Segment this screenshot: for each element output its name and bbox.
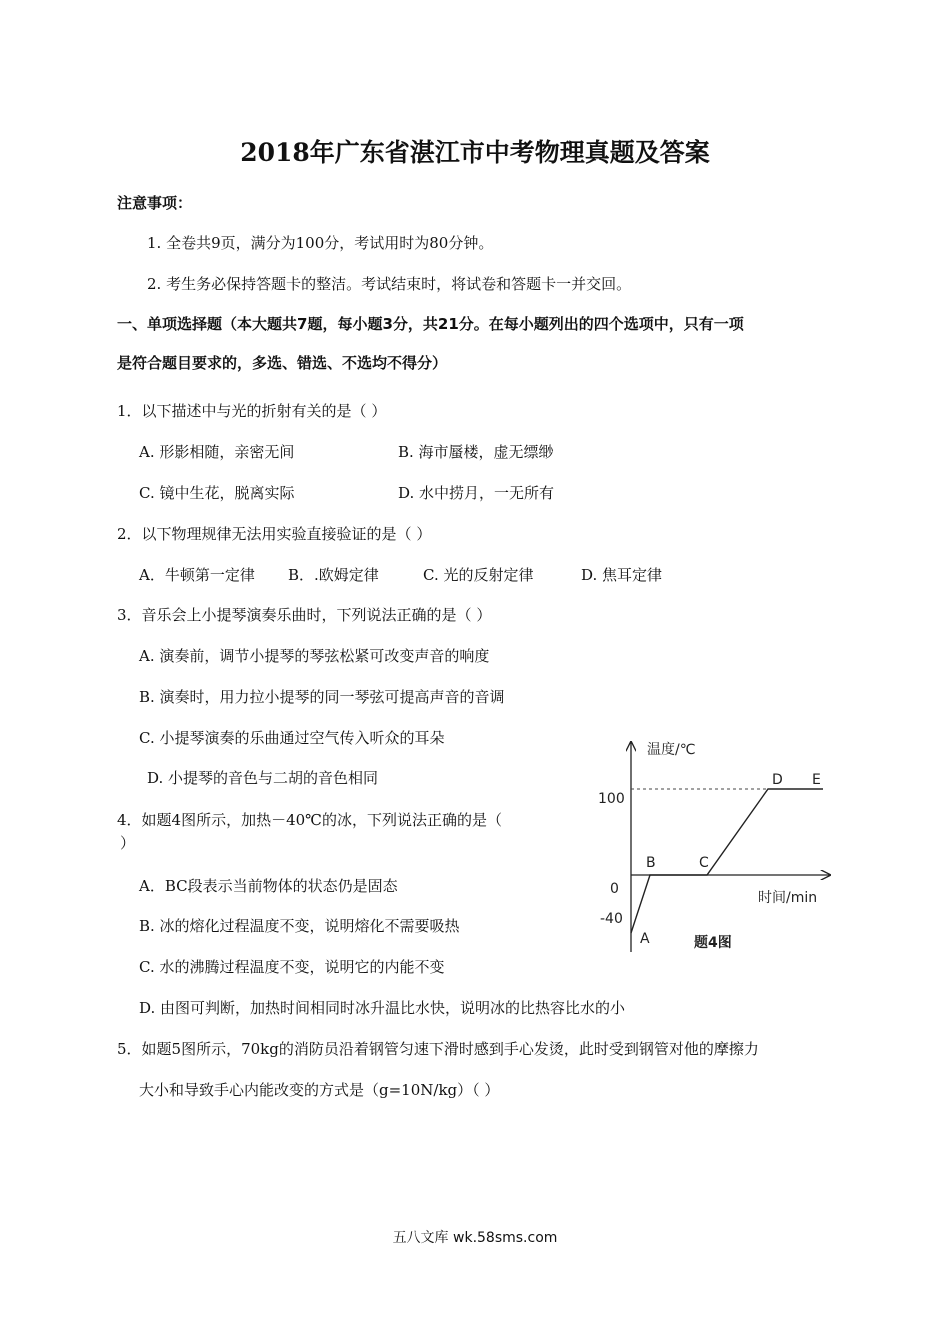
question-stem: 4．如题4图所示，加热－40℃的冰，下列说法正确的是（ bbox=[117, 811, 502, 829]
option: D. 焦耳定律 bbox=[581, 566, 663, 584]
notice-item: 2. 考生务必保持答题卡的整洁。考试结束时，将试卷和答题卡一并交回。 bbox=[147, 275, 632, 293]
option: B．.欧姆定律 bbox=[288, 566, 379, 584]
option: D. 由图可判断，加热时间相同时冰升温比水快，说明冰的比热容比水的小 bbox=[139, 999, 626, 1017]
option: D. 水中捞月，一无所有 bbox=[398, 484, 555, 502]
option: C. 小提琴演奏的乐曲通过空气传入听众的耳朵 bbox=[139, 729, 445, 747]
option: B. 冰的熔化过程温度不变，说明熔化不需要吸热 bbox=[139, 917, 460, 935]
figure-4-graph bbox=[590, 730, 840, 960]
point-label-d: D bbox=[772, 772, 783, 788]
notice-heading: 注意事项： bbox=[117, 194, 193, 212]
section-heading: 一、单项选择题（本大题共7题，每小题3分，共21分。在每小题列出的四个选项中，只有一项 bbox=[117, 315, 744, 333]
y-axis-label: 温度/℃ bbox=[647, 742, 696, 758]
y-tick-label: -40 bbox=[600, 911, 623, 927]
question-stem: 2．以下物理规律无法用实验直接验证的是（ ） bbox=[117, 525, 432, 543]
y-tick-label: 100 bbox=[598, 791, 625, 807]
question-stem: 5．如题5图所示，70kg的消防员沿着钢管匀速下滑时感到手心发烫，此时受到钢管对他的摩擦力 bbox=[117, 1040, 759, 1058]
option: C. 镜中生花，脱离实际 bbox=[139, 484, 295, 502]
option: C. 光的反射定律 bbox=[423, 566, 534, 584]
option: A. 演奏前，调节小提琴的琴弦松紧可改变声音的响度 bbox=[139, 647, 490, 665]
question-stem-cont: 大小和导致手心内能改变的方式是（g=10N/kg）（ ） bbox=[139, 1081, 500, 1099]
option: A．BC段表示当前物体的状态仍是固态 bbox=[139, 877, 398, 895]
question-stem-cont: ） bbox=[120, 834, 136, 852]
footer-watermark: 五八文库 wk.58sms.com bbox=[392, 1230, 558, 1246]
notice-item: 1. 全卷共9页，满分为100分，考试用时为80分钟。 bbox=[147, 234, 494, 252]
question-stem: 1．以下描述中与光的折射有关的是（ ） bbox=[117, 402, 387, 420]
point-label-b: B bbox=[646, 855, 656, 871]
option: A. 形影相随，亲密无间 bbox=[139, 443, 295, 461]
option: C. 水的沸腾过程温度不变，说明它的内能不变 bbox=[139, 958, 445, 976]
y-tick-label: 0 bbox=[610, 881, 619, 897]
question-stem: 3．音乐会上小提琴演奏乐曲时，下列说法正确的是（ ） bbox=[117, 606, 492, 624]
page-title: 2018年广东省湛江市中考物理真题及答案 bbox=[240, 138, 710, 167]
section-heading-cont: 是符合题目要求的，多选、错选、不选均不得分） bbox=[117, 354, 448, 372]
point-label-a: A bbox=[640, 931, 650, 947]
option: D. 小提琴的音色与二胡的音色相同 bbox=[147, 769, 379, 787]
option: B. 演奏时，用力拉小提琴的同一琴弦可提高声音的音调 bbox=[139, 688, 505, 706]
point-label-e: E bbox=[812, 772, 821, 788]
point-label-c: C bbox=[699, 855, 709, 871]
option: A．牛顿第一定律 bbox=[139, 566, 255, 584]
option: B. 海市蜃楼，虚无缥缈 bbox=[398, 443, 554, 461]
figure-caption: 题4图 bbox=[694, 935, 732, 951]
x-axis-label: 时间/min bbox=[758, 890, 818, 906]
temperature-curve bbox=[631, 789, 823, 933]
